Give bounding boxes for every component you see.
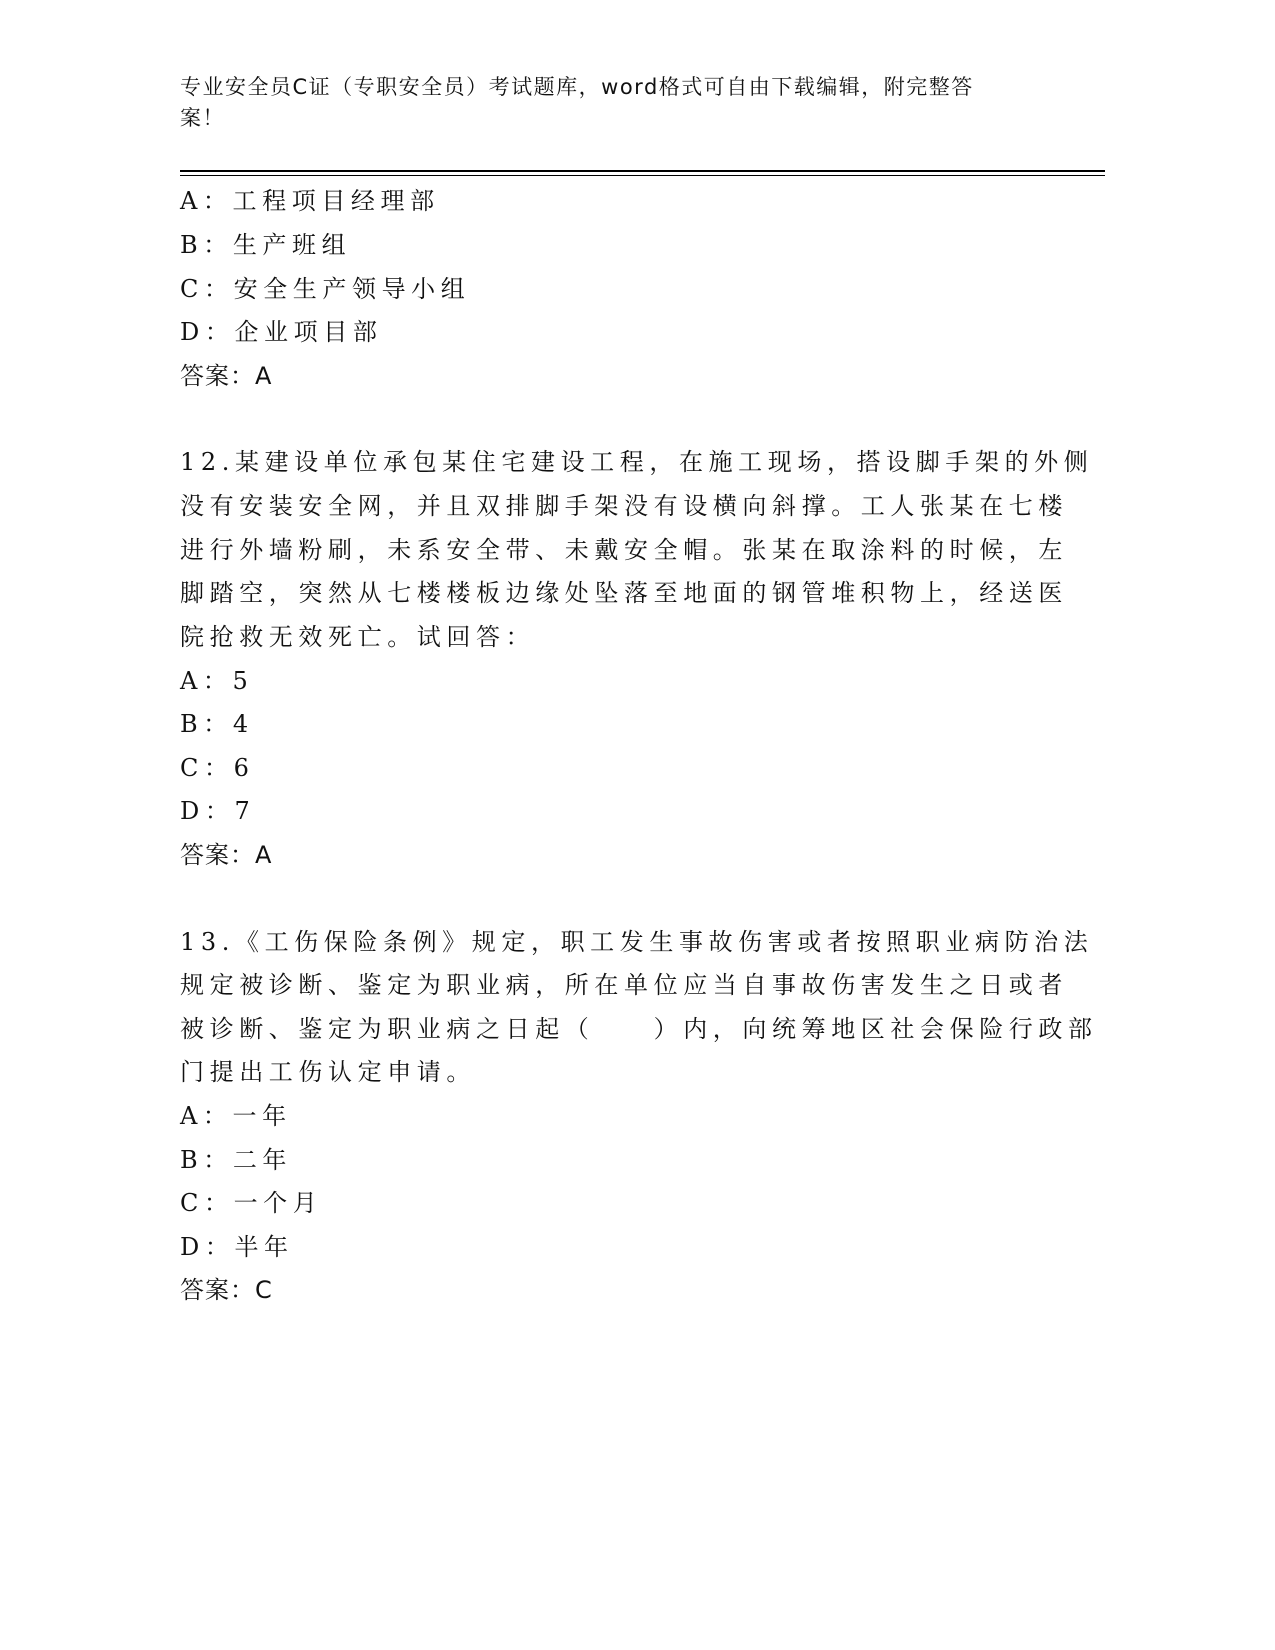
option-d: D：7 [180,797,256,825]
option-a: A：一年 [180,1102,292,1130]
document-header [180,72,1040,134]
question-text-line: 12.某建设单位承包某住宅建设工程，在施工现场，搭设脚手架的外侧 [180,448,1094,476]
option-d: D：半年 [180,1233,294,1261]
question-text-line: 规定被诊断、鉴定为职业病，所在单位应当自事故伤害发生之日或者 [180,971,1068,999]
question-text-line: 被诊断、鉴定为职业病之日起（ ）内，向统筹地区社会保险行政部 [180,1015,1098,1043]
option-a: A：工程项目经理部 [180,187,440,215]
option-d: D：企业项目部 [180,318,383,346]
option-b: B：生产班组 [180,231,352,259]
answer: 答案：C [180,1276,273,1304]
option-c: C：6 [180,754,255,782]
question-text-line: 脚踏空，突然从七楼楼板边缘处坠落至地面的钢管堆积物上，经送医 [180,579,1068,607]
answer: 答案：A [180,362,273,390]
option-c: C：安全生产领导小组 [180,275,471,303]
header-line: 案！ [180,106,225,130]
option-a: A：5 [180,667,254,695]
option-b: B：二年 [180,1146,293,1174]
option-b: B：4 [180,710,254,738]
question-text-line: 门提出工伤认定申请。 [180,1058,476,1086]
question-text-line: 没有安装安全网，并且双排脚手架没有设横向斜撑。工人张某在七楼 [180,492,1068,520]
header-double-rule [180,170,1105,176]
question-text-line: 13.《工伤保险条例》规定，职工发生事故伤害或者按照职业病防治法 [180,928,1094,956]
header-line: 专业安全员C证（专职安全员）考试题库，word格式可自由下载编辑，附完整答 [180,75,974,99]
answer: 答案：A [180,841,273,869]
question-text-line: 院抢救无效死亡。试回答： [180,623,536,651]
option-c: C：一个月 [180,1189,323,1217]
question-text-line: 进行外墙粉刷，未系安全带、未戴安全帽。张某在取涂料的时候，左 [180,536,1068,564]
